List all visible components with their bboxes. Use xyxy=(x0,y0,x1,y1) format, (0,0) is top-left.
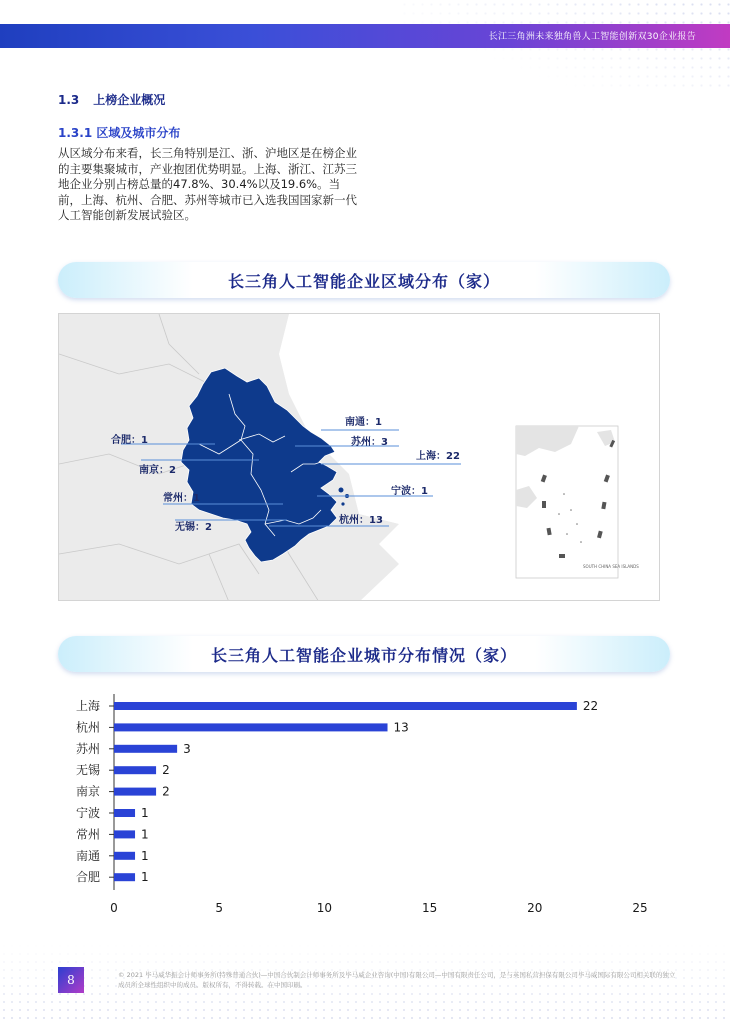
map-label-hefei: 合肥：1 xyxy=(111,435,148,446)
chart-x-tick-label: 15 xyxy=(421,901,438,915)
chart-x-tick-label: 20 xyxy=(527,901,543,915)
section-heading xyxy=(58,91,165,108)
chart-bar xyxy=(114,873,135,881)
subsection-heading: 1.3.1 区域及城市分布 xyxy=(58,126,181,140)
chart-x-tick-label: 10 xyxy=(316,901,333,915)
chart-value-label: 22 xyxy=(582,699,599,713)
city-bar-chart xyxy=(58,690,670,920)
chart-banner: 长三角人工智能企业城市分布情况（家） xyxy=(58,636,670,672)
map-label-ningbo: 宁波：1 xyxy=(391,486,428,497)
map-label-hangzhou: 杭州：13 xyxy=(339,515,383,526)
chart-bar xyxy=(114,830,135,838)
chart-bar xyxy=(114,766,156,774)
chart-category-label: 南通 xyxy=(75,848,100,863)
chart-bar xyxy=(114,809,135,817)
map-label-wuxi: 无锡：2 xyxy=(175,522,212,533)
map-svg xyxy=(59,314,660,601)
report-title: 长江三角洲未来独角兽人工智能创新双30企业报告 xyxy=(488,32,696,42)
chart-bar xyxy=(114,788,156,796)
chart-value-label: 1 xyxy=(141,806,149,820)
map-label-suzhou: 苏州：3 xyxy=(351,437,388,448)
copyright-notice: © 2021 毕马威华振会计师事务所(特殊普通合伙)—中国合伙制会计师事务所及毕马威企业咨询(中国)有限公司—中国有限责任公司，是与英国私营担保有限公司毕马威国际有限公司相关联的独立成员所全球性组织中的成员。版权所有，不得转载。在中国印刷。 xyxy=(118,971,676,989)
body-paragraph: 从区域分布来看，长三角特别是江、浙、沪地区是在榜企业的主要集聚城市，产业抱团优势明显。上海、浙江、江苏三地企业分别占榜总量的47.8%、30.4%以及19.6%。当前，上海、杭州、合肥、苏州等城市已入选我国国家新一代人工智能创新发展试验区。 xyxy=(58,146,357,222)
section-number: 1.3 xyxy=(58,93,80,107)
chart-bar xyxy=(114,852,135,860)
map-label-shanghai: 上海：22 xyxy=(416,451,460,462)
chart-category-label: 合肥 xyxy=(75,870,100,885)
chart-category-label: 南京 xyxy=(75,784,100,799)
chart-category-label: 苏州 xyxy=(75,741,100,756)
south-china-sea-inset xyxy=(516,426,618,578)
chart-category-label: 上海 xyxy=(75,699,100,713)
inset-sea-label: SOUTH CHINA SEA ISLANDS xyxy=(583,564,639,569)
chart-bar xyxy=(114,723,388,731)
chart-value-label: 3 xyxy=(183,741,191,756)
chart-category-label: 无锡 xyxy=(75,763,100,778)
region-map xyxy=(58,313,660,601)
chart-value-label: 1 xyxy=(141,848,149,863)
map-label-nanjing: 南京：2 xyxy=(139,465,176,476)
chart-value-label: 13 xyxy=(393,720,409,735)
map-label-changzhou: 常州：1 xyxy=(163,493,200,504)
chart-x-tick-label: 0 xyxy=(110,901,118,915)
chart-bar xyxy=(114,745,177,753)
chart-x-tick-label: 25 xyxy=(632,901,648,915)
map-label-nantong: 南通：1 xyxy=(345,417,382,428)
chart-bar xyxy=(114,702,577,710)
chart-value-label: 2 xyxy=(162,784,170,799)
section-title: 上榜企业概况 xyxy=(93,93,166,107)
chart-category-label: 宁波 xyxy=(75,806,100,820)
chart-category-label: 杭州 xyxy=(75,720,100,735)
chart-value-label: 1 xyxy=(141,870,149,885)
chart-value-label: 2 xyxy=(162,763,170,778)
chart-x-tick-label: 5 xyxy=(215,901,224,915)
zhoushan-islands xyxy=(339,488,350,506)
map-banner: 长三角人工智能企业区域分布（家） xyxy=(58,262,670,298)
chart-value-label: 1 xyxy=(141,827,149,842)
page-number: 8 xyxy=(58,967,84,993)
chart-category-label: 常州 xyxy=(75,827,100,842)
